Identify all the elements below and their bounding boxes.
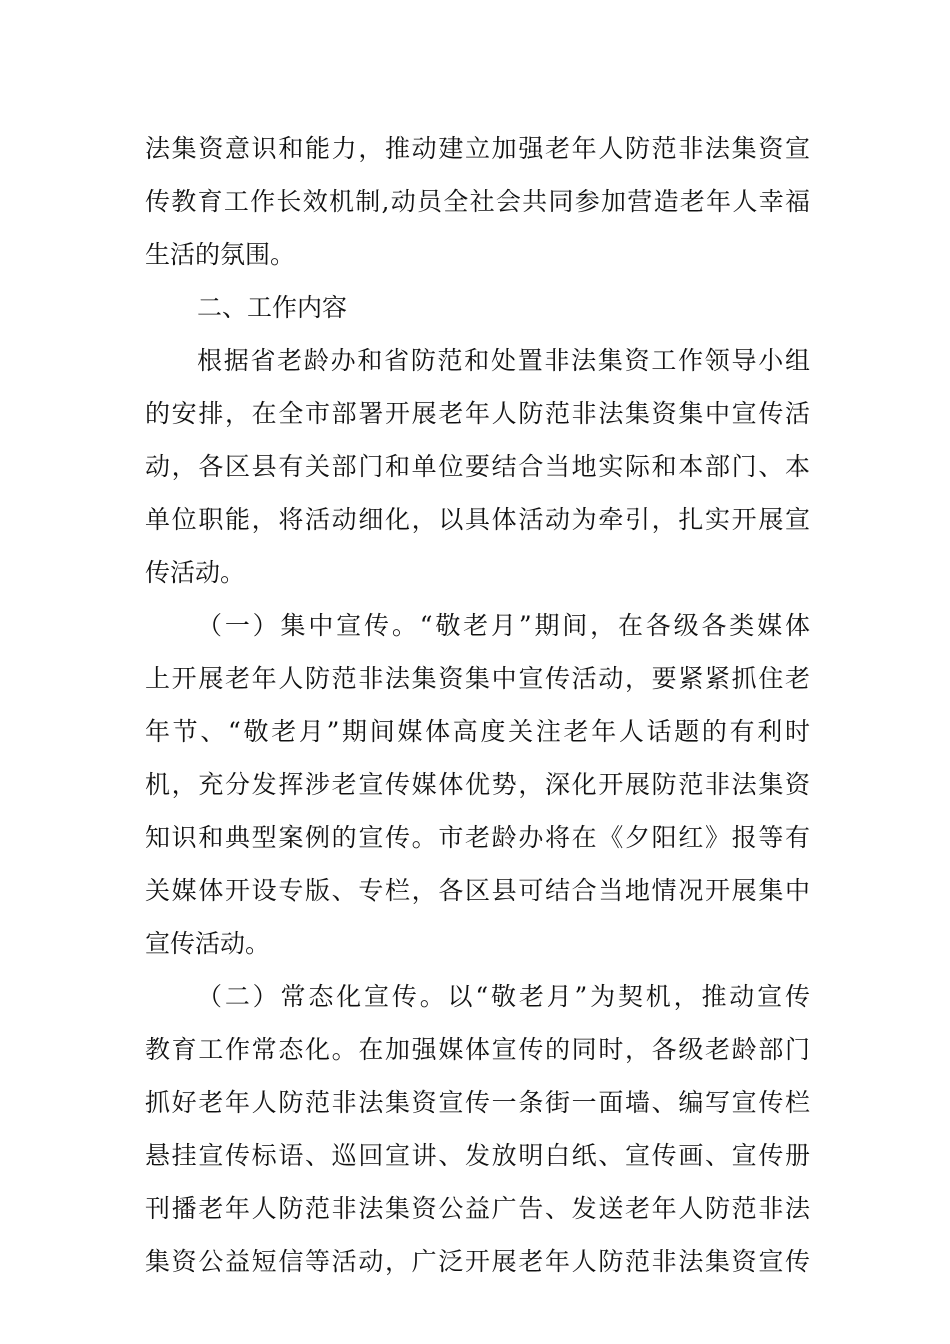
text-line: 集资公益短信等活动，广泛开展老年人防范非法集资宣传 xyxy=(145,1247,810,1276)
text-line: 传教育工作长效机制,动员全社会共同参加营造老年人幸福 xyxy=(145,187,810,216)
text-line: 年节、“敬老月”期间媒体高度关注老年人话题的有利时 xyxy=(145,717,810,746)
text-line: 抓好老年人防范非法集资宣传一条街一面墙、编写宣传栏 xyxy=(145,1088,810,1117)
document-body xyxy=(145,122,810,1288)
text-line: （一）集中宣传。“敬老月”期间，在各级各类媒体 xyxy=(197,611,810,640)
text-line: 的安排，在全市部署开展老年人防范非法集资集中宣传活 xyxy=(145,399,810,428)
text-line: 单位职能，将活动细化，以具体活动为牵引，扎实开展宣 xyxy=(145,505,810,534)
text-line: （二）常态化宣传。以“敬老月”为契机，推动宣传 xyxy=(197,982,810,1011)
text-line: 刊播老年人防范非法集资公益广告、发送老年人防范非法 xyxy=(145,1194,810,1223)
text-line: 机，充分发挥涉老宣传媒体优势，深化开展防范非法集资 xyxy=(145,770,810,799)
text-line: 教育工作常态化。在加强媒体宣传的同时，各级老龄部门 xyxy=(145,1035,810,1064)
text-line: 上开展老年人防范非法集资集中宣传活动，要紧紧抓住老 xyxy=(145,664,810,693)
text-line: 传活动。 xyxy=(145,558,246,587)
text-line: 动，各区县有关部门和单位要结合当地实际和本部门、本 xyxy=(145,452,810,481)
text-line: 生活的氛围。 xyxy=(145,240,296,269)
section-heading: 二、工作内容 xyxy=(197,293,348,322)
text-line: 知识和典型案例的宣传。市老龄办将在《夕阳红》报等有 xyxy=(145,823,810,852)
text-line: 根据省老龄办和省防范和处置非法集资工作领导小组 xyxy=(197,346,810,375)
text-line: 悬挂宣传标语、巡回宣讲、发放明白纸、宣传画、宣传册 xyxy=(145,1141,810,1170)
text-line: 法集资意识和能力，推动建立加强老年人防范非法集资宣 xyxy=(145,134,810,163)
text-line: 关媒体开设专版、专栏，各区县可结合当地情况开展集中 xyxy=(145,876,810,905)
text-line: 宣传活动。 xyxy=(145,929,271,958)
